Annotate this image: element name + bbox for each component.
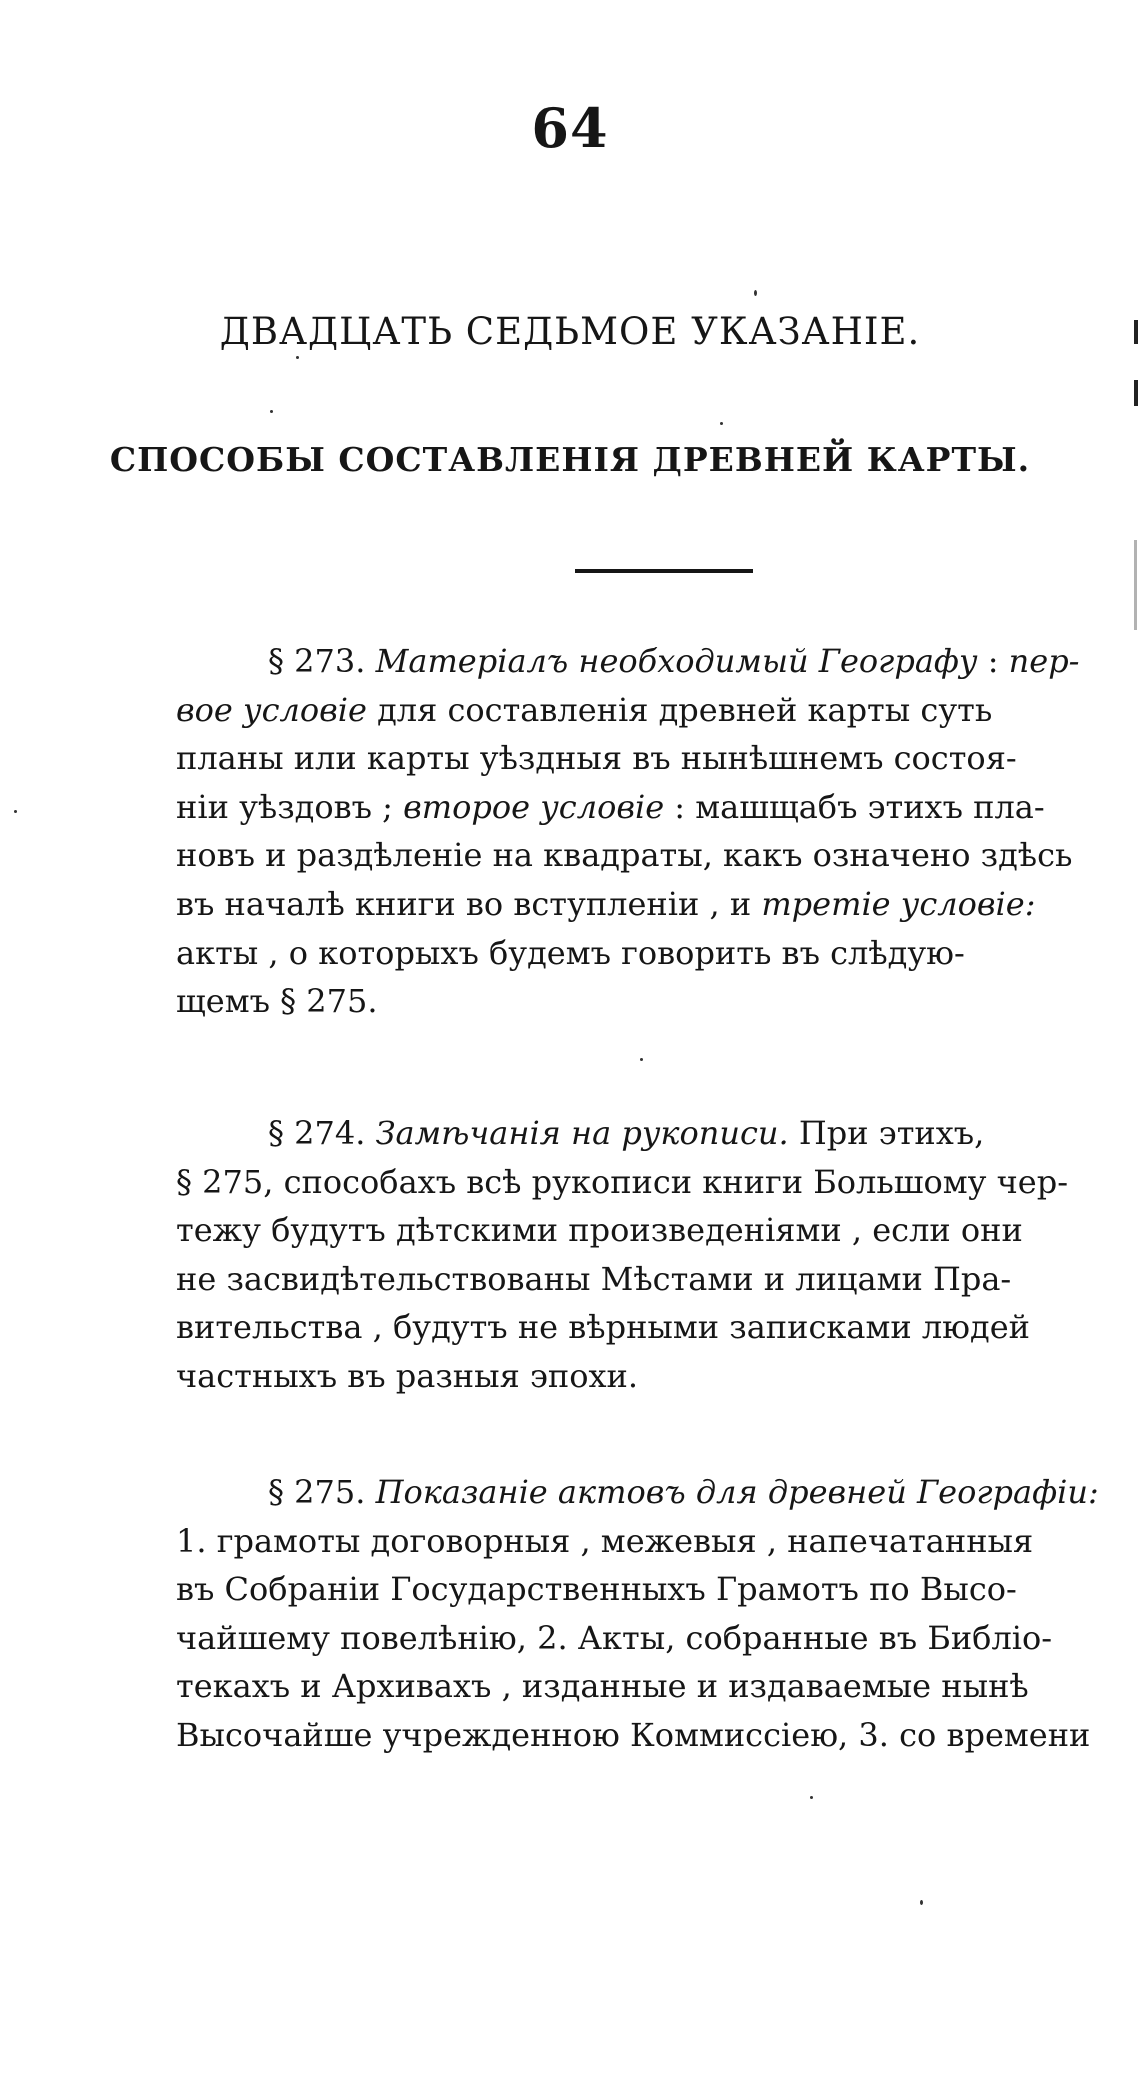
title-divider — [575, 569, 753, 573]
text-run: : — [977, 642, 1009, 680]
scan-speck — [296, 356, 299, 359]
text-line — [176, 1711, 1134, 1760]
text-line — [176, 831, 1134, 880]
text-line — [176, 1206, 1134, 1255]
text-run: новъ и раздѣленіе на квадраты, какъ означено здѣсь — [176, 836, 1073, 875]
chapter-subtitle: СПОСОБЫ СОСТАВЛЕНІЯ ДРЕВНЕЙ КАРТЫ. — [109, 440, 1031, 479]
text-line — [176, 1517, 1134, 1566]
text-run: § 273. — [268, 642, 376, 680]
scan-speck — [640, 1058, 643, 1061]
paragraph-274 — [176, 1109, 1134, 1401]
text-run: § 274. — [268, 1114, 376, 1152]
text-line — [176, 783, 1134, 832]
text-line — [176, 1614, 1134, 1663]
text-run: § 275. — [268, 1473, 376, 1511]
text-run: текахъ и Архивахъ , изданные и издаваемые нынѣ — [176, 1667, 1029, 1706]
text-run: 1. грамоты договорныя , межевыя , напечатанныя — [176, 1521, 1034, 1560]
paragraph-273 — [176, 637, 1134, 1026]
italic-text: Показаніе актовъ для древней Географіи: — [375, 1473, 1099, 1511]
scan-speck — [920, 1900, 923, 1905]
text-line — [176, 1109, 1134, 1158]
text-run: Высочайше учрежденною Коммиссіею, 3. со времени — [176, 1715, 1091, 1754]
text-run: тежу будутъ дѣтскими произведеніями , если они — [176, 1211, 1023, 1250]
italic-text: второе условіе — [403, 787, 665, 826]
text-line — [176, 929, 1134, 978]
text-run: При этихъ, — [788, 1114, 985, 1152]
text-line — [176, 1158, 1134, 1207]
text-run: не засвидѣтельствованы Мѣстами и лицами Пра- — [176, 1259, 1012, 1298]
chapter-title: ДВАДЦАТЬ СЕДЬМОЕ УКАЗАНІЕ. — [219, 310, 921, 353]
text-run: чайшему повелѣнію, 2. Акты, собранные въ Библіо- — [176, 1618, 1053, 1657]
page-number: 64 — [531, 96, 609, 160]
text-run: ніи уѣздовъ ; — [176, 787, 404, 826]
text-line — [176, 1468, 1134, 1517]
text-line — [176, 734, 1134, 783]
page-edge-mark — [1134, 380, 1138, 406]
italic-text: пер- — [1008, 642, 1080, 680]
text-run: : машщабъ этихъ пла- — [664, 787, 1045, 826]
text-run: акты , о которыхъ будемъ говорить въ слѣдую- — [176, 933, 965, 972]
text-run: въ началѣ книги во вступленіи , и — [176, 884, 762, 923]
text-line — [176, 1662, 1134, 1711]
paragraph-275 — [176, 1468, 1134, 1760]
scan-speck — [754, 290, 757, 296]
text-run: въ Собраніи Государственныхъ Грамотъ по Высо- — [176, 1570, 1017, 1609]
text-run: § 275, способахъ всѣ рукописи книги Большому чер- — [176, 1162, 1069, 1201]
text-line — [176, 977, 1134, 1026]
text-run: вительства , будутъ не вѣрными записками людей — [176, 1308, 1030, 1347]
text-run: частныхъ въ разныя эпохи. — [176, 1356, 639, 1395]
text-run: планы или карты уѣздныя въ нынѣшнемъ состоя- — [176, 739, 1017, 778]
text-line — [176, 1352, 1134, 1401]
text-line — [176, 880, 1134, 929]
scan-speck — [14, 810, 17, 813]
scan-speck — [720, 422, 723, 425]
text-line — [176, 1565, 1134, 1614]
page-edge-mark — [1134, 320, 1138, 344]
scan-speck — [810, 1796, 813, 1799]
italic-text: Матеріалъ необходимый Географу — [375, 642, 978, 680]
text-run: для составленія древней карты суть — [366, 690, 993, 729]
italic-text: вое условіе — [176, 690, 367, 729]
text-run: щемъ § 275. — [176, 982, 378, 1021]
text-line — [176, 1303, 1134, 1352]
text-line — [176, 1255, 1134, 1304]
italic-text: Замѣчанія на рукописи. — [375, 1114, 789, 1152]
page-edge-mark — [1134, 540, 1137, 630]
scan-speck — [270, 410, 273, 413]
text-line — [176, 686, 1134, 735]
text-line — [176, 637, 1134, 686]
italic-text: третіе условіе: — [761, 884, 1036, 923]
